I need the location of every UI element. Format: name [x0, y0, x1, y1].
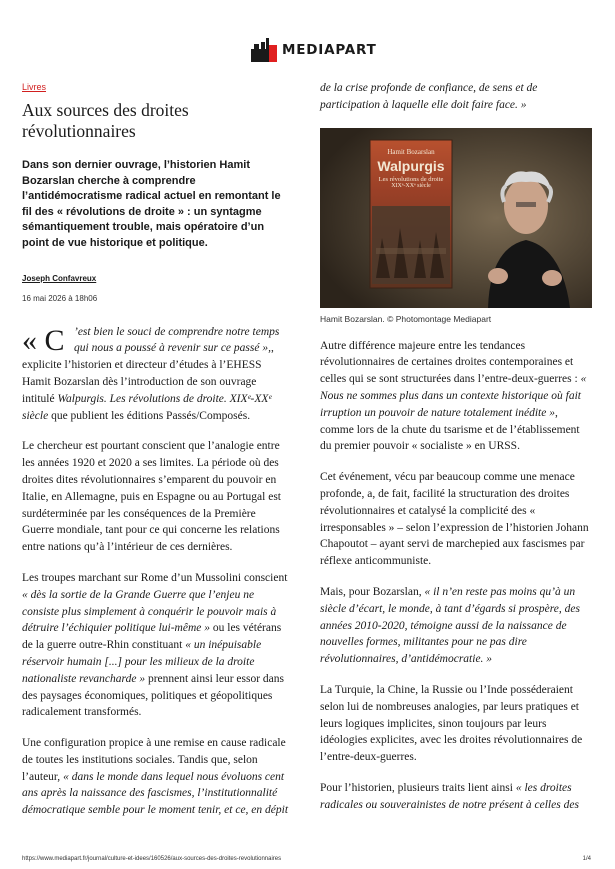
footer-url[interactable]: https://www.mediapart.fr/journal/culture-et-idees/160526/aux-sources-des-droites-revolutionnaires [22, 856, 282, 862]
paragraph-3 [22, 570, 290, 721]
p4-quote: « dans le monde dans lequel nous évoluons cent ans après la naissance des fascismes, l’institutionnalité démocratique semble pour le moment tenir, et ce, en dépit [22, 770, 289, 817]
r5-text: Pour l’historien, plusieurs traits lient ainsi [320, 781, 516, 794]
r3-text: Mais, pour Bozarslan, [320, 585, 425, 598]
p3-text-c: ou les vétérans de la guerre outre-Rhin constituant [22, 622, 282, 652]
book-title: Walpurgis. Les révolutions de droite. XIXᵉ-XXᵉ siècle [22, 392, 272, 422]
left-column [22, 80, 290, 833]
logo-text: MEDIAPART [282, 42, 377, 58]
paragraph-2: Le chercheur est pourtant conscient que l’analogie entre les années 1920 et 2020 a ses limites. La période où des droites dites révolutionnaires s’emparent du pouvoir en Italie, en Allemagne, puis en Espagne ou au Portugal est surdéterminée par les conséquences de la Première Guerre mondiale, tant pour ce qui concerne les relations entre nations qu’à l’intérieur de ces dernières. [22, 440, 282, 554]
article-photo [320, 128, 592, 308]
book-subtitle: Les révolutions de droite [378, 175, 444, 183]
drop-quote: « C [22, 323, 65, 357]
page-number: 1/4 [582, 856, 591, 862]
rubric-link[interactable]: Livres [22, 82, 47, 92]
r1-text-c: , comme lors de la chute du tsarisme et de l’établissement du premier pouvoir « socialiste » en URSS. [320, 406, 580, 453]
photomontage-image [320, 128, 592, 308]
p3-quote-2: « un inépuisable réservoir humain [...] pour les milieux de la droite nationaliste revancharde » [22, 639, 262, 685]
book-cover-text [374, 148, 448, 189]
book-cover-title: Walpurgis [377, 157, 445, 174]
right-paragraph-5 [320, 780, 592, 814]
right-column [320, 80, 592, 828]
mediapart-logo [251, 36, 377, 64]
author-link[interactable]: Joseph Confavreux [22, 273, 97, 283]
book-century: XIXᵉ-XXᵉ siècle [391, 182, 431, 189]
p4-text: Une configuration propice à une remise en cause radicale de toutes les institutions sociales. Tandis que, selon l’auteur, [22, 737, 286, 783]
photo-caption: Hamit Bozarslan. © Photomontage Mediapart [320, 313, 492, 324]
quote-continuation: de la crise profonde de confiance, de sens et de participation à laquelle elle doit faire face. » [320, 82, 538, 111]
right-paragraph-3 [320, 584, 592, 668]
paragraph-4 [22, 735, 290, 819]
p3-text-e: prennent ainsi leur essor dans des paysages économiques, politiques et géopolitiques radicalement transformés. [22, 672, 284, 719]
lead-paragraph [22, 324, 290, 425]
p3-text-a: Les troupes marchant sur Rome d’un Mussolini conscient [22, 571, 288, 584]
lead-text: , explicite l’historien et directeur d’études à l’EHESS Hamit Bozarslan dès l’introduction de son ouvrage intitulé [22, 342, 274, 405]
right-paragraph-4: La Turquie, la Chine, la Russie ou l’Inde posséderaient selon lui de nombreuses analogies, par leurs pratiques et leurs logiques implicites, sinon toujours par leurs idéologies explicites, avec les droites révolutionnaires de l’entre-deux-guerres. [320, 683, 583, 764]
r3-quote: « il n’en reste pas moins qu’à un siècle d’écart, le monde, à tant d’égards si prospère, des années 2010-2020, témoigne aussi de la naissance de nouvelles formes, militantes pour ne pas dire révolutionnaires, d’antidémocratie. » [320, 585, 580, 666]
r1-quote: « Nous ne sommes plus dans un contexte historique où fait irruption un pouvoir de nature totalement inédite » [320, 373, 587, 419]
photo-illustration [320, 128, 592, 308]
right-paragraph-2: Cet événement, vécu par beaucoup comme une menace profonde, a, de fait, facilité la structuration des droites révolutionnaires et catalysé la complicité des « irresponsables » – selon l’expression de l’historien Johann Chapoutot – ayant servi de marchepied aux fascismes par réflexe anticommuniste. [320, 471, 589, 568]
book-author: Hamit Bozarslan [387, 147, 435, 156]
r1-text-a: Autre différence majeure entre les tendances révolutionnaires de certaines droites contemporaines et celles qui se sont structurées dans l’entre-deux-guerres : [320, 339, 581, 386]
lead-quote-line1: ’est bien le souci de comprendre notre temps [74, 325, 280, 338]
right-paragraph-1 [320, 338, 592, 456]
lead-quote-line2: qui nous a poussé à revenir sur ce passé », [74, 342, 271, 355]
r5-quote: « les droites radicales ou souverainistes de notre présent à celles des [320, 781, 579, 811]
publication-date: 16 mai 2026 à 18h06 [22, 293, 98, 303]
lead-text-end: que publient les éditions Passés/Composés. [48, 409, 251, 422]
mediapart-logo-icon [251, 38, 277, 62]
article-chapo: Dans son dernier ouvrage, l’historien Hamit Bozarslan cherche à comprendre l’antidémocratisme radical actuel en remontant le fil des « révolutions de droite » : un syntagme sémantiquement trouble, mais opératoire d’un point de vue historique et politique. [22, 159, 281, 249]
p3-quote-1: « dès la sortie de la Grande Guerre que l’enjeu ne consiste plus simplement à conquérir le pouvoir mais à détruire l’échiquier politique lui-même » [22, 588, 277, 635]
article-title: Aux sources des droites révolutionnaires [22, 100, 189, 141]
